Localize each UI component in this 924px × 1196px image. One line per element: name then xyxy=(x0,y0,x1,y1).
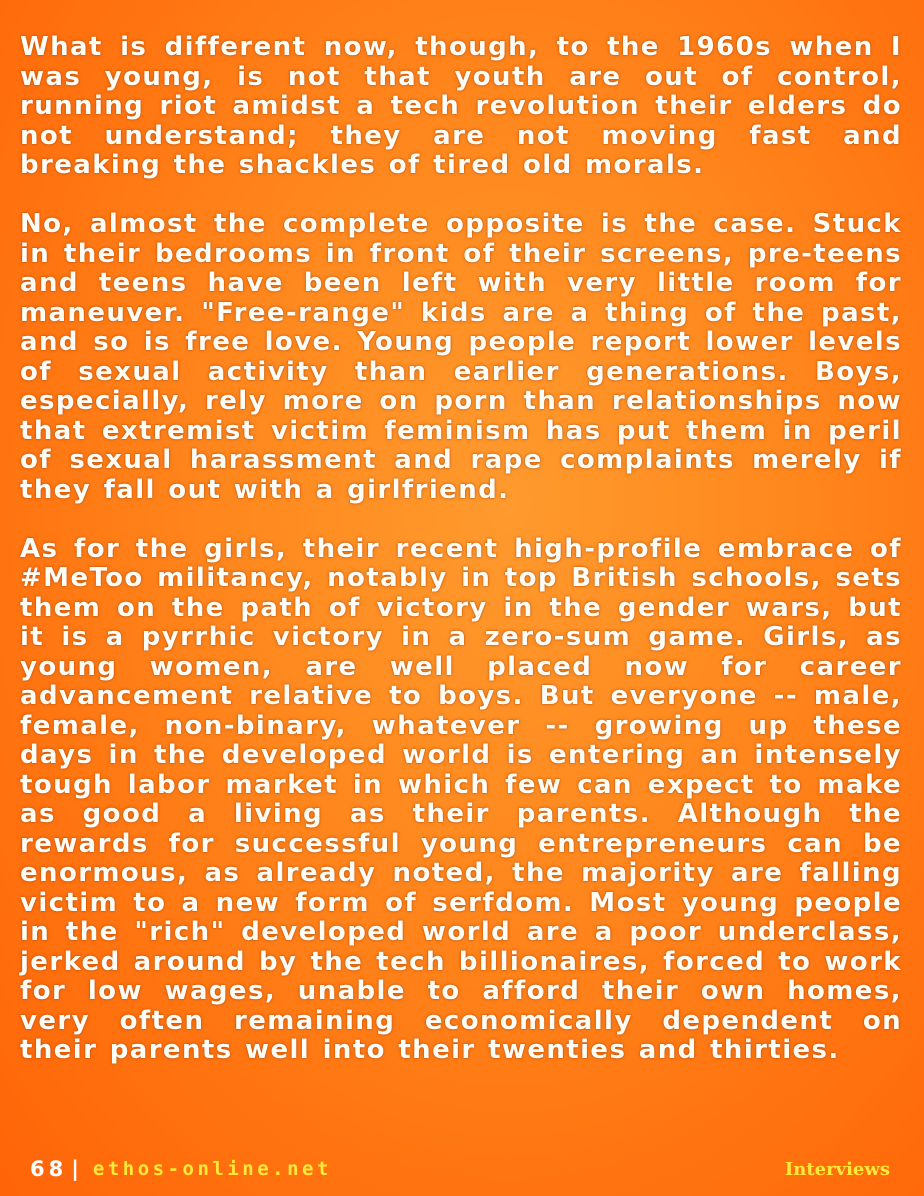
paragraph-1: What is different now, though, to the 1960s when I was young, is not that youth are out of control, running riot amidst a tech revolution their elders do not understand; they are not moving fast and breaking the shackles of tired old morals. xyxy=(20,32,902,180)
website-url: ethos-online.net xyxy=(92,1158,332,1180)
section-label: Interviews xyxy=(784,1158,890,1180)
page-number: 68 xyxy=(30,1157,68,1181)
page-footer xyxy=(30,1156,890,1182)
article-body xyxy=(20,33,902,1066)
paragraph-3: As for the girls, their recent high-profile embrace of #MeToo militancy, notably in top British schools, sets them on the path of victory in the gender wars, but it is a pyrrhic victory in a zero-sum game. Girls, as young women, are well placed now for career advancement relative to boys. But everyone -- male, female, non-binary, whatever -- growing up these days in the developed world is entering an intensely tough labor market in which few can expect to make as good a living as their parents. Although the rewards for successful young entrepreneurs can be enormous, as already noted, the majority are falling victim to a new form of serfdom. Most young people in the "rich" developed world are a poor underclass, jerked around by the tech billionaires, forced to work for low wages, unable to afford their own homes, very often remaining economically dependent on their parents well into their twenties and thirties. xyxy=(20,533,902,1065)
paragraph-2: No, almost the complete opposite is the case. Stuck in their bedrooms in front of their screens, pre-teens and teens have been left with very little room for maneuver. "Free-range" kids are a thing of the past, and so is free love. Young people report lower levels of sexual activity than earlier generations. Boys, especially, rely more on porn than relationships now that extremist victim feminism has put them in peril of sexual harassment and rape complaints merely if they fall out with a girlfriend. xyxy=(20,209,902,505)
footer-divider: | xyxy=(71,1157,79,1181)
